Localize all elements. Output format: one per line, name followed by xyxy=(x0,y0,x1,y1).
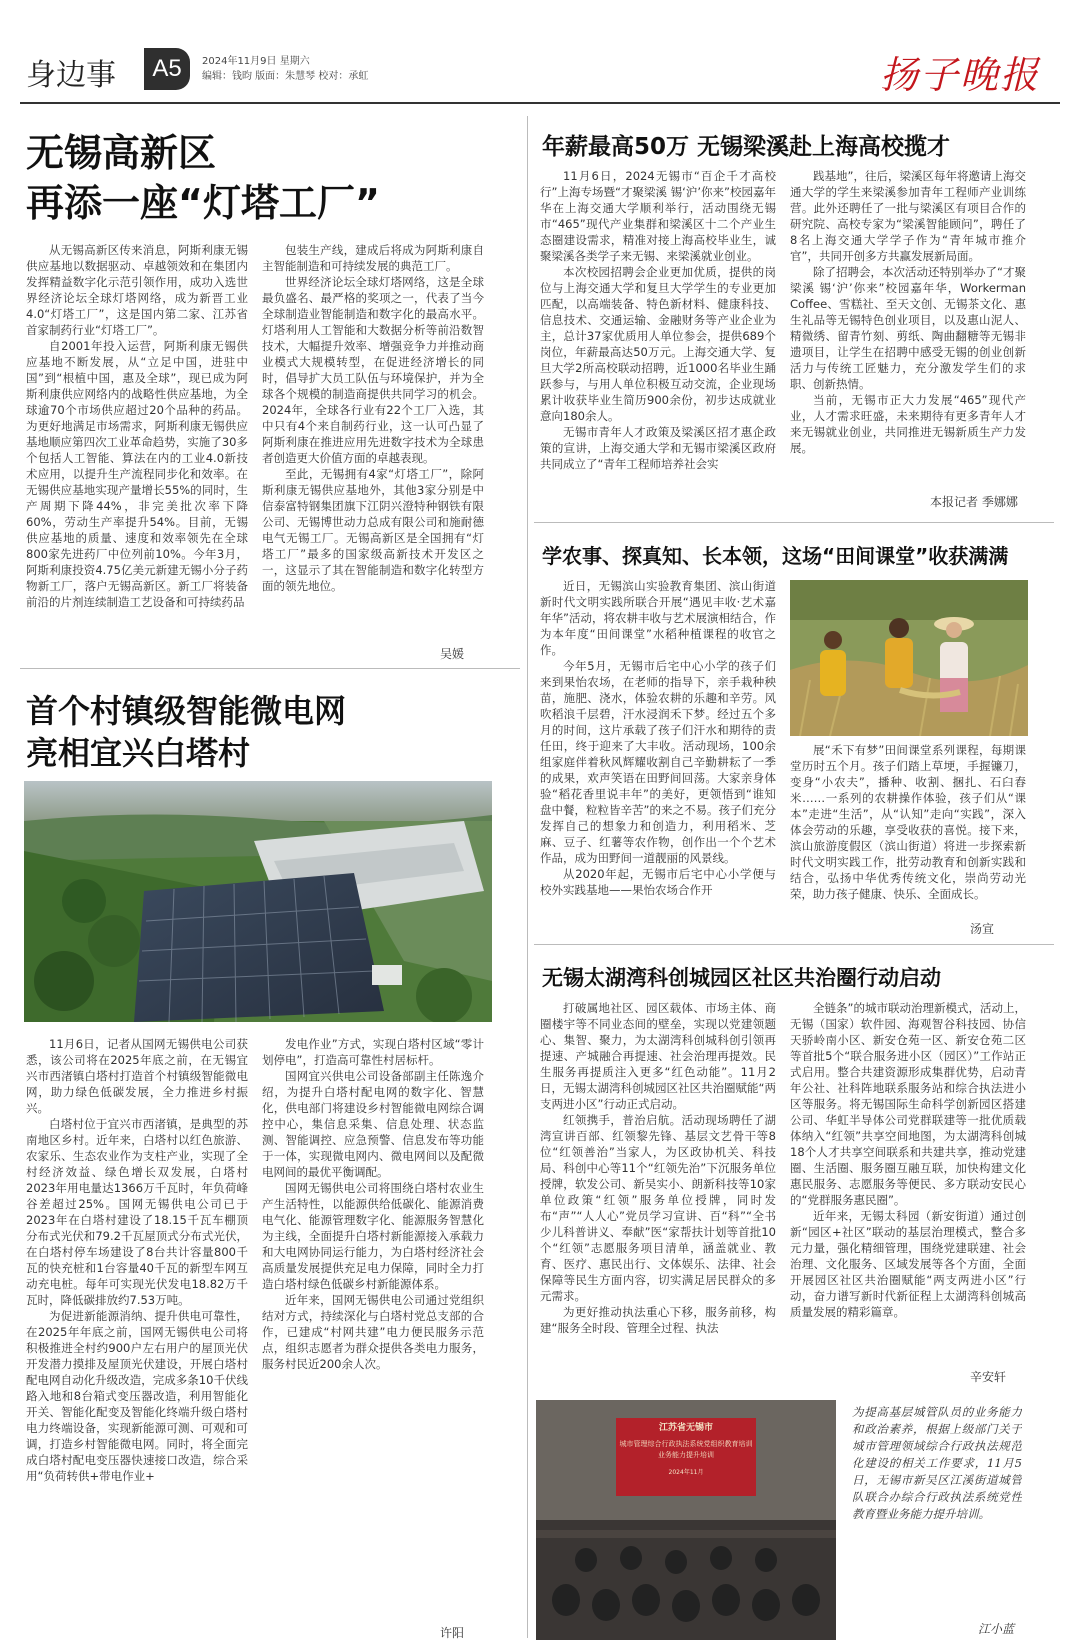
article1-headline-line1: 无锡高新区 xyxy=(26,131,217,175)
article1-column-left xyxy=(26,242,248,662)
photo-caption-byline: 江小蓝 xyxy=(978,1622,1015,1636)
paragraph: 发电作业”方式，实现白塔村区域“零计划停电”，打造高可靠性村居标杆。 xyxy=(262,1037,484,1067)
article1-column-right xyxy=(262,242,484,642)
paragraph: 近年来，国网无锡供电公司通过党组织结对方式，持续深化与白塔村党总支部的合作，已建成“村网共建”电力便民服务示范点，组织志愿者为群众提供各类电力服务，服务村民近200余人次。 xyxy=(262,1293,484,1371)
paragraph: 今年5月，无锡市后宅中心小学的孩子们来到果怡农场，在老师的指导下，亲手栽种秧苗，施肥、浇水，体验农耕的乐趣和辛劳。风吹稻浪千层碧，汗水浸润禾下梦。经过五个多月的时间，这片承载了孩子们汗水和期待的责任田，终于迎来了大丰收。活动现场，100余组家庭伴着秋风辉耀收割自己辛勤耕耘了一季的成果，欢声笑语在田野间回荡。大家亲身体验“稻花香里说丰年”的美好，更领悟到“谁知盘中餐，粒粒皆辛苦”的来之不易。孩子们充分发挥自己的想象力和创造力，利用稻米、芝麻、豆子、红薯等农作物，创作出一个个艺术作品，成为田野间一道靓丽的风景线。 xyxy=(540,659,776,865)
newspaper-logo: 扬子晚报 xyxy=(879,53,1040,97)
photo-caption xyxy=(852,1404,1022,1614)
paragraph: 全链条”的城市联动治理新模式，活动上，无锡（国家）软件园、海观智谷科技园、协信天骄岭南小区、新安仓苑一区、新安仓苑二区等首批5个“联合服务进小区（园区）”工作站正式启用。整合共建资源形成集群优势，启动青年公社、社科阵地联系服务站和综合执法进小区等服务。将无锡国际生命科学创新园区搭建公司、华虹半导体公司党群联建等一批优质载体纳入“红领”共享空间地图，为太湖湾科创城18个人才共享空间联系和共建共享，推动党建圈、生活圈、服务圈互融互联，加快构建文化惠民服务、志愿服务等便民、多方联动安民心的“党群服务惠民圈”。 xyxy=(790,1001,1026,1207)
column-divider xyxy=(527,116,528,1638)
section-name: 身边事 xyxy=(26,58,116,93)
article2-byline: 许阳 xyxy=(440,1626,465,1640)
article3-column-right xyxy=(790,168,1026,488)
screen-line: 江苏省无锡市 xyxy=(658,1423,713,1433)
divider xyxy=(20,668,520,669)
article1-headline xyxy=(26,128,380,228)
paragraph: 本次校园招聘会企业更加优质，提供的岗位与上海交通大学和复旦大学学生的专业更加匹配，以高端装备、特色新材料、健康科技、信息技术、交通运输、金融财务等产业企业为主，总计37家优质用人单位参会，提供689个岗位，年薪最高达50万元。上海交通大学、复旦大学2所高校联动招聘，近1000名毕业生踊跃参与，与用人单位积极互动交流，企业现场累计收获毕业生简历900余份，初步达成就业意向180余人。 xyxy=(540,265,776,423)
article3-headline: 年薪最高50万 无锡梁溪赴上海高校揽才 xyxy=(542,134,951,160)
children-harvest-image xyxy=(790,580,1028,736)
paragraph: 打破属地社区、园区载体、市场主体、商圈楼宇等不同业态间的壁垒，实现以党建领题心、集智、聚力，为太湖湾科创城科创引领再提速、产城融合再提速、社会治理再提效。民生服务再提质注入更多“红色动能”。11月2日，无锡太湖湾科创城园区社区共治圈赋能“两支两进小区”行动正式启动。 xyxy=(540,1001,776,1111)
article2-column-right xyxy=(262,1036,484,1626)
page-number-badge: A5 xyxy=(144,48,190,90)
issue-meta xyxy=(202,54,368,84)
paragraph: 包装生产线，建成后将成为阿斯利康自主智能制造和可持续发展的典范工厂。 xyxy=(262,243,484,273)
article2-column-left xyxy=(26,1036,248,1638)
article1-byline: 吴媛 xyxy=(440,647,465,661)
paragraph: 世界经济论坛全球灯塔网络，这是全球最负盛名、最严格的奖项之一，代表了当今全球制造业智能制造和数字化的最高水平。灯塔利用人工智能和大数据分析等前沿数智技术，大幅提升效率、增强竞争力并推动商业模式大规模转型，在促进经济增长的同时，倡导扩大员工队伍与环境保护，并为全球各个规模的制造商提供共同学习的机会。2024年，全球各行业有22个工厂入选，其中只有4个来自制药行业，这一认可凸显了阿斯利康在推进应用先进数字技术为全球患者创造更大价值方面的卓越表现。 xyxy=(262,275,484,465)
screen-line: 2024年11月 xyxy=(668,1469,704,1476)
paragraph: 11月6日，2024无锡市“百企千才高校行”上海专场暨“才聚梁溪 锡‘沪’你来”校园嘉年华在上海交通大学顺利举行，活动围绕无锡市“465”现代产业集群和梁溪区十二个产业生态圈建设需求，精准对接上海高校毕业生，诚聚梁溪各类学子来无锡、来梁溪就业创业。 xyxy=(540,169,776,263)
paragraph: 除了招聘会，本次活动还特别举办了“才聚梁溪 锡‘沪’你来”校园嘉年华，Workerman Coffee、雪糕社、至天文创、无锡茶文化、惠生礼品等无锡特色创业项目，以及惠山泥人、精微绣、留青竹刻、剪纸、陶曲翻糖等无锡非遗项目，让学生在招聘中感受无锡的创业创新活力与传统工匠魅力，充分激发学生们的求职、创新热情。 xyxy=(790,265,1026,391)
aerial-solar-roof-image xyxy=(24,781,492,1022)
article2-headline-line1: 首个村镇级智能微电网 xyxy=(26,692,347,730)
article1-headline-line2: 再添一座“灯塔工厂” xyxy=(26,181,380,225)
article5-column-right xyxy=(790,1000,1026,1360)
article2-headline-line2: 亮相宜兴白塔村 xyxy=(26,734,251,772)
screen-banner-text xyxy=(616,1422,756,1478)
article4-byline: 汤宣 xyxy=(970,922,995,936)
paragraph: 当前，无锡市正大力发展“465”现代产业，人才需求旺盛，未来期待有更多青年人才来无锡就业创业，共同推进无锡新质生产力发展。 xyxy=(790,393,1026,455)
paragraph: 白塔村位于宜兴市西渚镇，是典型的苏南地区乡村。近年来，白塔村以红色旅游、农家乐、生态农业作为支柱产业，实现了全村经济效益、绿色增长双发展，白塔村2023年用电量达1366万千瓦时，年负荷峰谷差超过25%。国网无锡供电公司已于2023年在白塔村建设了18.15千瓦车棚顶分布式光伏和79.2千瓦屋顶式分布式光伏，在白塔村停车场建设了8台共计容量800千瓦的快充桩和1台容量40千瓦的新型车网互动充电桩。每年可实现光伏发电18.82万千瓦时，降低碳排放约7.53万吨。 xyxy=(26,1117,248,1307)
photo-caption-text: 为提高基层城管队员的业务能力和政治素养，根据上级部门关于城市管理领域综合行政执法规范化建设的相关工作要求，11月5日，无锡市新吴区江溪街道城管队联合办综合行政执法系统党性教育暨业务能力提升培训。 xyxy=(852,1405,1022,1521)
screen-line: 城市管理综合行政执法系统党组织教育培训 xyxy=(619,1440,753,1448)
harvest-photo xyxy=(790,580,1028,736)
paragraph: 国网宜兴供电公司设备部副主任陈逸介绍，为提升白塔村配电网的数字化、智慧化，供电部门将建设乡村智能微电网综合调控中心，集信息采集、信息处理、状态监测、智能调控、应急预警、信息发布等功能于一体，实现微电网内、微电网间以及配微电网间的最优平衡调配。 xyxy=(262,1069,484,1179)
issue-date: 2024年11月9日 星期六 xyxy=(202,56,310,67)
paragraph: 从无锡高新区传来消息，阿斯利康无锡供应基地以数据驱动、卓越领效和在集团内发挥精益数字化示范引领作用，成功入选世界经济论坛全球灯塔网络，成为新晋工业4.0“灯塔工厂”，这是国内第二家、江苏省首家制药行业“灯塔工厂”。 xyxy=(26,243,248,337)
divider xyxy=(534,944,1054,945)
paragraph: 至此，无锡拥有4家“灯塔工厂”，除阿斯利康无锡供应基地外，其他3家分别是中信泰富特钢集团旗下江阴兴澄特种钢铁有限公司、无锡博世动力总成有限公司和施耐德电气无锡工厂。无锡高新区是全国拥有“灯塔工厂”最多的国家级高新技术开发区之一，这显示了其在智能制造和数字化转型方面的领先地位。 xyxy=(262,467,484,593)
article4-headline: 学农事、探真知、长本领，这场“田间课堂”收获满满 xyxy=(542,544,1009,568)
editor-credits: 编辑：钱昀 版面：朱慧琴 校对：承虹 xyxy=(202,71,369,82)
article5-byline: 辛安轩 xyxy=(970,1370,1007,1384)
paragraph: 展“禾下有梦”田间课堂系列课程，每期课堂历时五个月。孩子们踏上草埂，手握镰刀，变身“小农夫”，播种、收割、捆扎、石臼舂米……一系列的农耕操作体验，孩子们从“课本”走进“生活”，从“认知”走向“实践”，深入体会劳动的乐趣，享受收获的喜悦。接下来，滨山旅游度假区（滨山街道）将进一步探索新时代文明实践工作，批劳动教育和创新实践和结合，弘扬中华优秀传统文化，崇尚劳动光荣，助力孩子健康、快乐、全面成长。 xyxy=(790,743,1026,901)
paragraph: 践基地”，往后，梁溪区每年将邀请上海交通大学的学生来梁溪参加青年工程师产业训练营。此外还聘任了一批与梁溪区有项目合作的研究院、高校专家为“梁溪智能顾问”，聘任了8名上海交通大学学子作为“青年城市推介官”，共同开创多方共赢发展新局面。 xyxy=(790,169,1026,263)
article4-column-left xyxy=(540,578,776,938)
paragraph: 无锡市青年人才政策及梁溪区招才惠企政策的宣讲，上海交通大学和无锡市梁溪区政府共同成立了“青年工程师培养社会实 xyxy=(540,425,776,471)
paragraph: 为更好推动执法重心下移，服务前移，构建“服务全时段、管理全过程、执法 xyxy=(540,1305,776,1335)
page-header xyxy=(0,0,1080,100)
paragraph: 国网无锡供电公司将围绕白塔村农业生产生活特性，以能源供给低碳化、能源消费电气化、能源管理数字化、能源服务智慧化为主线，全面提升白塔村新能源接入承载力和大电网协同运行能力，为白塔村经济社会高质量发展提供充足电力保障，同时全力打造白塔村绿色低碳乡村新能源体系。 xyxy=(262,1181,484,1291)
solar-village-photo xyxy=(24,781,492,1022)
article3-column-left xyxy=(540,168,776,506)
article5-headline: 无锡太湖湾科创城园区社区共治圈行动启动 xyxy=(542,966,941,990)
training-meeting-photo xyxy=(536,1400,836,1640)
paragraph: 从2020年起，无锡市后宅中心小学便与校外实践基地——果怡农场合作开 xyxy=(540,867,776,897)
paragraph: 11月6日，记者从国网无锡供电公司获悉，该公司将在2025年底之前，在无锡宜兴市西渚镇白塔村打造首个村镇级智能微电网，助力绿色低碳发展，全力推进乡村振兴。 xyxy=(26,1037,248,1115)
header-rule xyxy=(20,102,1060,104)
paragraph: 近日，无锡滨山实验教育集团、滨山街道新时代文明实践所联合开展“遇见丰收·艺术嘉年华”活动，将农耕丰收与艺术展演相结合，作为本年度“田间课堂”水稻种植课程的收官之作。 xyxy=(540,579,776,657)
article4-column-right xyxy=(790,742,1026,932)
paragraph: 近年来，无锡太科园（新安街道）通过创新“园区+社区”联动的基层治理模式，整合多元力量，强化精细管理，围绕党建联建、社会治理、文化服务、区域发展等各个方面，全面开展园区社区共治圈赋能“两支两进小区”行动，奋力谱写新时代新征程上太湖湾科创城高质量发展的精彩篇章。 xyxy=(790,1209,1026,1319)
divider xyxy=(534,522,1054,523)
paragraph: 自2001年投入运营，阿斯利康无锡供应基地不断发展，从“立足中国，进驻中国”到“根植中国，惠及全球”，现已成为阿斯利康供应网络内的战略性供应基地，为全球逾70个市场供应超过20个品种的药品。为更好地满足市场需求，阿斯利康无锡供应基地顺应第四次工业革命趋势，实施了30多个包括人工智能、算法在内的工业4.0新技术应用，以提升生产流程同步化和效率。在无锡供应基地实现产量增长55%的同时，生产周期下降44%，非完美批次率下降60%，劳动生产率提升54%。目前，无锡供应基地的质量、速度和效率领先在全球800家先进药厂中位列前10%。今年3月，阿斯利康投资4.75亿美元新建无锡小分子药物新工厂，落户无锡高新区。新工厂将装备前沿的片剂连续制造工艺设备和可持续药品 xyxy=(26,339,248,609)
article2-headline xyxy=(26,690,346,774)
article3-byline: 本报记者 季娜娜 xyxy=(930,495,1018,509)
paragraph: 为促进新能源消纳、提升供电可靠性，在2025年年底之前，国网无锡供电公司将积极推进全村约900户左右用户的屋顶光伏开发潜力摸排及屋顶光伏建设，开展白塔村配电网自动化升级改造，完成多条10千伏线路入地和8台箱式变压器改造，利用智能化开关、智能化配变及智能化终端升级白塔村电力终端设备，实现新能源可测、可观和可调，打造乡村智能微电网。同时，将全面完成白塔村配电变压器快速接口改造，综合采用“负荷转供+带电作业+ xyxy=(26,1309,248,1483)
article5-column-left xyxy=(540,1000,776,1380)
screen-line: 业务能力提升培训 xyxy=(658,1451,714,1459)
paragraph: 红领携手，普治启航。活动现场聘任了湖湾宣讲百部、红领黎先锋、基层文艺骨干等8位“红领善治”当家人，为区政协机关、科技局、科创中心等11个“红领先治”下沉服务单位授牌，软发公司、新吴实小、朗新科技等10家单位政策“红领”服务单位授牌，同时发布“声”“人人心”党员学习宣讲、百“科”“全书少儿科普讲义、奉献”医“家帮扶计划等首批10个“红领”志愿服务项目清单，涵盖就业、教育、医疗、惠民出行、文体娱乐、法律、社会保障等民生方面内容，切实满足居民群众的多元需求。 xyxy=(540,1113,776,1303)
